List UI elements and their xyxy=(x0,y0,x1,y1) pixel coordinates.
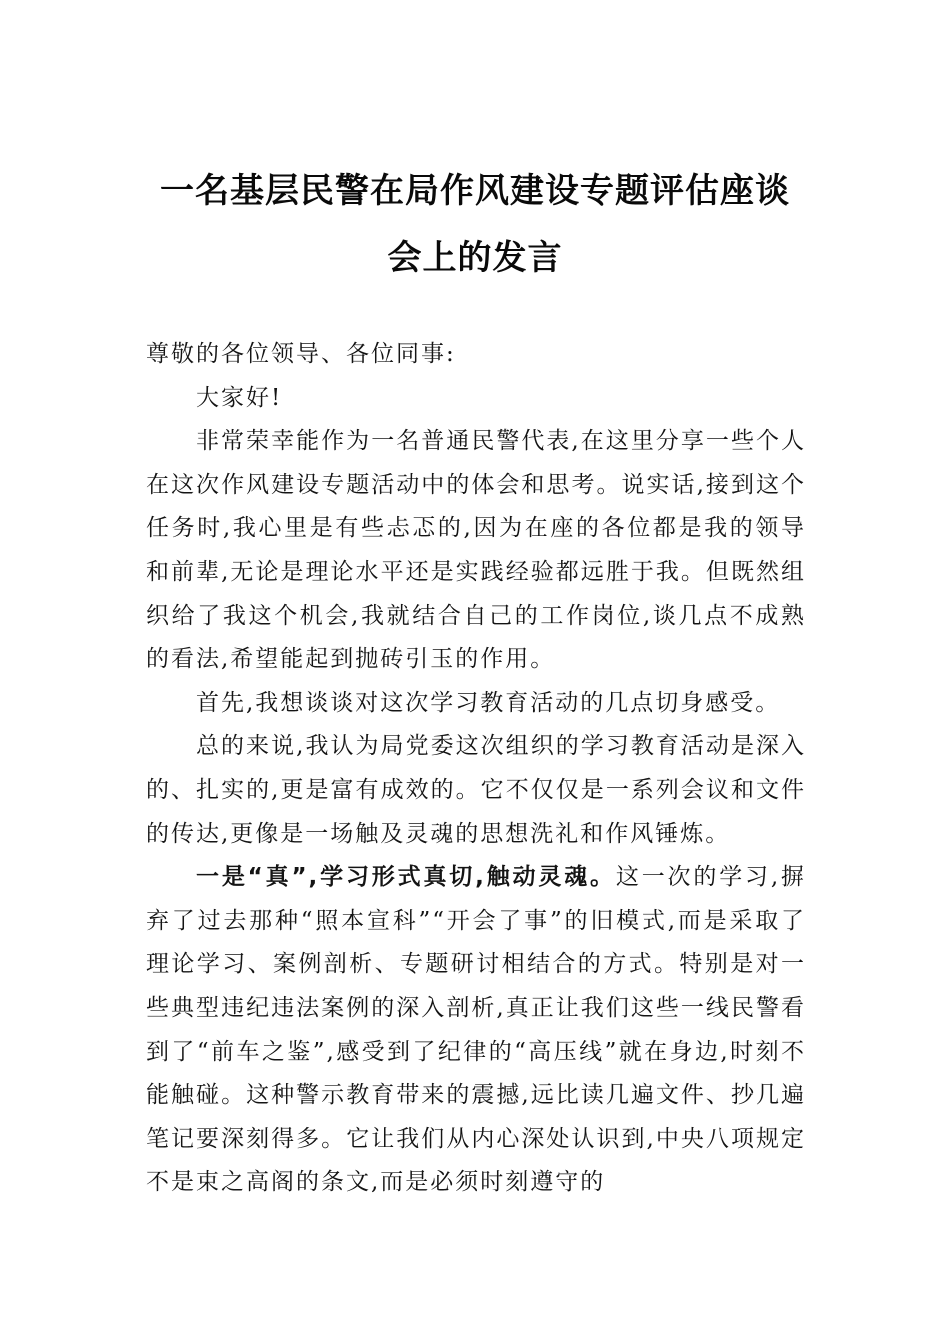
paragraph-overall: 总的来说,我认为局党委这次组织的学习教育活动是深入的、扎实的,更是富有成效的。它不仅仅是一系列会议和文件的传达,更像是一场触及灵魂的思想洗礼和作风锤炼。 xyxy=(146,733,806,847)
document-body xyxy=(146,333,806,1205)
point-1-heading: 一是“真”,学习形式真切,触动灵魂。 xyxy=(196,864,616,891)
paragraph-first: 首先,我想谈谈对这次学习教育活动的几点切身感受。 xyxy=(196,689,781,716)
paragraph-point-1 xyxy=(146,856,806,1205)
paragraph-intro: 非常荣幸能作为一名普通民警代表,在这里分享一些个人在这次作风建设专题活动中的体会和思考。说实话,接到这个任务时,我心里是有些忐忑的,因为在座的各位都是我的领导和前辈,无论是理论水平还是实践经验都远胜于我。但既然组织给了我这个机会,我就结合自己的工作岗位,谈几点不成熟的看法,希望能起到抛砖引玉的作用。 xyxy=(146,428,806,673)
document-title-line-1: 一名基层民警在局作风建设专题评估座谈 xyxy=(160,171,790,211)
greeting: 大家好! xyxy=(196,384,283,411)
document-title-line-2: 会上的发言 xyxy=(387,238,563,278)
salutation: 尊敬的各位领导、各位同事: xyxy=(146,341,456,367)
point-1-body: 这一次的学习,摒弃了过去那种“照本宣科”“开会了事”的旧模式,而是采取了理论学习、案例剖析、专题研讨相结合的方式。特别是对一些典型违纪违法案例的深入剖析,真正让我们这些一线民警看到了“前车之鉴”,感受到了纪律的“高压线”就在身边,时刻不能触碰。这种警示教育带来的震撼,远比读几遍文件、抄几遍笔记要深刻得多。它让我们从内心深处认识到,中央八项规定不是束之高阁的条文,而是必须时刻遵守的 xyxy=(146,864,806,1196)
